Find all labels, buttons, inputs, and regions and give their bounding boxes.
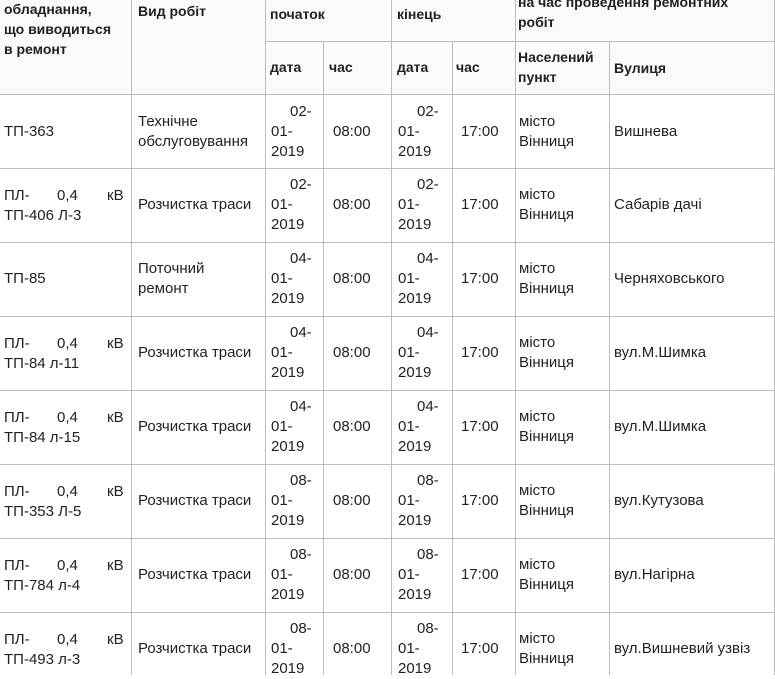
- start-time: 08:00: [333, 492, 371, 509]
- start-date-day: 04-: [290, 324, 312, 341]
- end-date-year: 2019: [398, 660, 432, 677]
- header-street: Вулиця: [614, 60, 666, 76]
- header-settlement-line1: Населений: [518, 49, 594, 65]
- start-date-month: 01-: [271, 123, 293, 140]
- settlement-type: місто: [519, 482, 556, 499]
- header-settlement-line2: пункт: [518, 69, 557, 85]
- settlement-name: Вінниця: [519, 133, 574, 150]
- column-divider: [452, 41, 453, 675]
- equipment-line-type: ПЛ-: [4, 335, 30, 352]
- settlement-type: місто: [519, 334, 556, 351]
- end-date-month: 01-: [398, 344, 420, 361]
- row-divider: [0, 390, 775, 391]
- column-divider: [265, 0, 266, 675]
- header-end-date: дата: [397, 59, 429, 75]
- end-date-day: 04-: [417, 250, 439, 267]
- column-divider: [391, 0, 392, 675]
- start-date-year: 2019: [271, 216, 305, 233]
- end-date-year: 2019: [398, 364, 432, 381]
- work-type: Розчистка траси: [138, 492, 252, 509]
- end-date-year: 2019: [398, 586, 432, 603]
- equipment-substation: ТП-784 л-4: [4, 577, 81, 594]
- work-type: Розчистка траси: [138, 566, 252, 583]
- settlement-type: місто: [519, 260, 556, 277]
- end-time: 17:00: [461, 270, 499, 287]
- work-type-line2: ремонт: [138, 280, 189, 297]
- street-name: вул.Кутузова: [614, 492, 704, 509]
- start-time: 08:00: [333, 566, 371, 583]
- start-time: 08:00: [333, 196, 371, 213]
- equipment-substation: ТП-84 л-11: [4, 355, 80, 372]
- equipment-line-type: ПЛ-: [4, 483, 30, 500]
- work-type: Розчистка траси: [138, 344, 252, 361]
- work-type-line1: Поточний: [138, 260, 205, 277]
- equipment-voltage: 0,4: [57, 557, 78, 574]
- end-date-month: 01-: [398, 196, 420, 213]
- column-divider: [131, 0, 132, 675]
- settlement-type: місто: [519, 630, 556, 647]
- start-date-day: 02-: [290, 176, 312, 193]
- street-name: Черняховського: [614, 270, 725, 287]
- start-time: 08:00: [333, 270, 371, 287]
- street-name: вул.Вишневий узвіз: [614, 640, 751, 657]
- header-start: початок: [270, 6, 325, 22]
- end-date-day: 04-: [417, 324, 439, 341]
- start-time: 08:00: [333, 418, 371, 435]
- start-date-day: 08-: [290, 546, 312, 563]
- start-date-month: 01-: [271, 196, 293, 213]
- end-date-month: 01-: [398, 492, 420, 509]
- equipment-name: ТП-85: [4, 270, 46, 287]
- equipment-line-type: ПЛ-: [4, 409, 30, 426]
- equipment-voltage: 0,4: [57, 631, 78, 648]
- end-date-year: 2019: [398, 512, 432, 529]
- row-divider: [0, 316, 775, 317]
- equipment-substation: ТП-84 л-15: [4, 429, 81, 446]
- end-date-day: 02-: [417, 176, 439, 193]
- equipment-name: ТП-363: [4, 123, 54, 140]
- start-date-month: 01-: [271, 492, 293, 509]
- equipment-unit: кВ: [107, 187, 124, 204]
- header-place-subdivider: [515, 41, 775, 42]
- header-subdivider: [265, 41, 515, 42]
- column-divider: [323, 41, 324, 675]
- start-time: 08:00: [333, 123, 371, 140]
- column-divider: [609, 41, 610, 675]
- end-time: 17:00: [461, 196, 499, 213]
- end-time: 17:00: [461, 418, 499, 435]
- equipment-unit: кВ: [107, 631, 124, 648]
- header-place-line2: робіт: [518, 14, 555, 30]
- start-date-day: 08-: [290, 472, 312, 489]
- street-name: Сабарів дачі: [614, 196, 702, 213]
- end-date-month: 01-: [398, 640, 420, 657]
- settlement-name: Вінниця: [519, 206, 574, 223]
- start-date-month: 01-: [271, 640, 293, 657]
- settlement-name: Вінниця: [519, 502, 574, 519]
- column-divider: [515, 0, 516, 675]
- start-date-day: 04-: [290, 250, 312, 267]
- settlement-name: Вінниця: [519, 576, 574, 593]
- row-divider: [0, 464, 775, 465]
- street-name: Вишнева: [614, 123, 678, 140]
- start-date-year: 2019: [271, 438, 305, 455]
- equipment-voltage: 0,4: [57, 483, 78, 500]
- equipment-substation: ТП-406 Л-3: [4, 207, 82, 224]
- start-date-year: 2019: [271, 660, 305, 677]
- start-date-year: 2019: [271, 290, 305, 307]
- end-time: 17:00: [461, 492, 499, 509]
- header-equipment-line2: що виводиться: [4, 21, 111, 37]
- equipment-line-type: ПЛ-: [4, 631, 30, 648]
- equipment-voltage: 0,4: [57, 409, 78, 426]
- equipment-substation: ТП-353 Л-5: [4, 503, 82, 520]
- end-date-day: 08-: [417, 472, 439, 489]
- end-date-month: 01-: [398, 418, 420, 435]
- equipment-line-type: ПЛ-: [4, 187, 30, 204]
- row-divider: [0, 168, 775, 169]
- settlement-type: місто: [519, 186, 556, 203]
- end-date-month: 01-: [398, 270, 420, 287]
- equipment-line-type: ПЛ-: [4, 557, 30, 574]
- start-date-year: 2019: [271, 512, 305, 529]
- work-type-line2: обслуговування: [138, 133, 248, 150]
- row-divider: [0, 242, 775, 243]
- start-date-year: 2019: [271, 143, 305, 160]
- header-end: кінець: [397, 6, 442, 22]
- header-start-date: дата: [270, 59, 302, 75]
- start-time: 08:00: [333, 344, 371, 361]
- work-type: Розчистка траси: [138, 418, 252, 435]
- header-start-time: час: [329, 59, 353, 75]
- settlement-name: Вінниця: [519, 280, 574, 297]
- settlement-type: місто: [519, 408, 556, 425]
- settlement-type: місто: [519, 113, 556, 130]
- end-date-day: 08-: [417, 620, 439, 637]
- end-date-year: 2019: [398, 290, 432, 307]
- settlement-name: Вінниця: [519, 650, 574, 667]
- row-divider: [0, 612, 775, 613]
- work-type-line1: Технічне: [138, 113, 198, 130]
- start-date-month: 01-: [271, 270, 293, 287]
- equipment-voltage: 0,4: [57, 187, 78, 204]
- end-date-day: 02-: [417, 103, 439, 120]
- street-name: вул.Нагірна: [614, 566, 695, 583]
- settlement-type: місто: [519, 556, 556, 573]
- equipment-unit: кВ: [107, 409, 124, 426]
- start-date-year: 2019: [271, 586, 305, 603]
- header-bottom-border: [0, 94, 775, 95]
- header-place-line1: на час проведення ремонтних: [518, 0, 729, 10]
- header-equipment-line1: обладнання,: [4, 1, 92, 17]
- end-date-month: 01-: [398, 123, 420, 140]
- start-date-year: 2019: [271, 364, 305, 381]
- start-date-month: 01-: [271, 418, 293, 435]
- header-equipment-line3: в ремонт: [4, 41, 67, 57]
- settlement-name: Вінниця: [519, 428, 574, 445]
- end-time: 17:00: [461, 344, 499, 361]
- end-date-year: 2019: [398, 438, 432, 455]
- end-date-month: 01-: [398, 566, 420, 583]
- equipment-voltage: 0,4: [57, 335, 78, 352]
- row-divider: [0, 538, 775, 539]
- end-date-day: 08-: [417, 546, 439, 563]
- start-date-day: 08-: [290, 620, 312, 637]
- header-end-time: час: [456, 59, 480, 75]
- start-date-month: 01-: [271, 344, 293, 361]
- start-date-day: 04-: [290, 398, 312, 415]
- street-name: вул.М.Шимка: [614, 344, 707, 361]
- start-time: 08:00: [333, 640, 371, 657]
- end-date-day: 04-: [417, 398, 439, 415]
- equipment-unit: кВ: [107, 483, 124, 500]
- work-type: Розчистка траси: [138, 640, 252, 657]
- settlement-name: Вінниця: [519, 354, 574, 371]
- work-type: Розчистка траси: [138, 196, 252, 213]
- end-date-year: 2019: [398, 143, 432, 160]
- end-time: 17:00: [461, 566, 499, 583]
- start-date-day: 02-: [290, 103, 312, 120]
- start-date-month: 01-: [271, 566, 293, 583]
- street-name: вул.М.Шимка: [614, 418, 707, 435]
- end-time: 17:00: [461, 640, 499, 657]
- table-header-background: [0, 0, 775, 95]
- equipment-unit: кВ: [107, 557, 124, 574]
- end-date-year: 2019: [398, 216, 432, 233]
- equipment-unit: кВ: [107, 335, 124, 352]
- equipment-substation: ТП-493 л-3: [4, 651, 81, 668]
- header-work-type: Вид робіт: [138, 3, 206, 19]
- end-time: 17:00: [461, 123, 499, 140]
